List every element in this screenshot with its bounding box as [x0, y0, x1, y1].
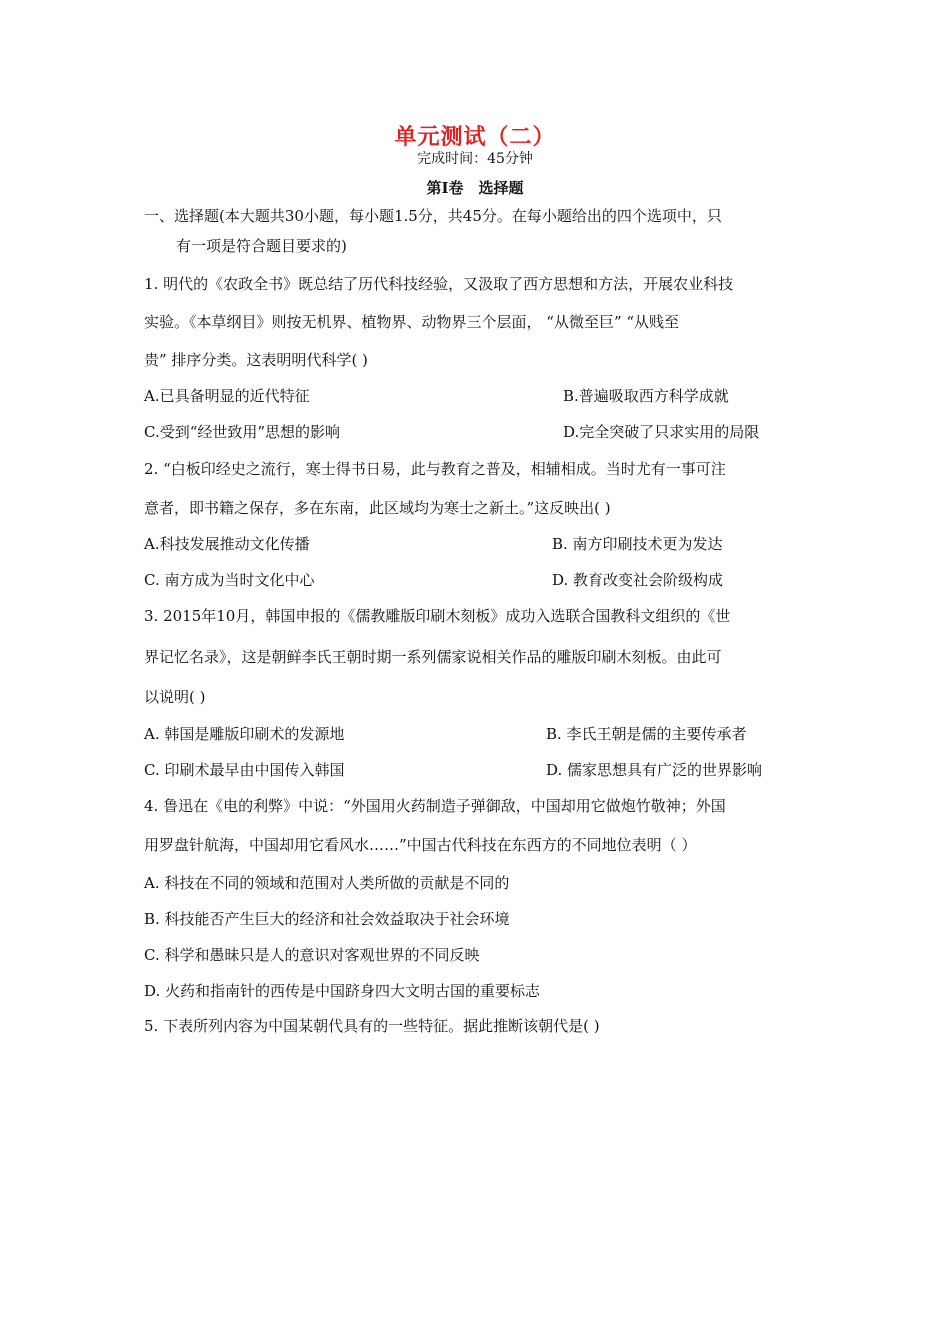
question-stem-line: 4. 鲁迅在《电的利弊》中说：“外国用火药制造子弹御敌，中国却用它做炮竹敬神；外国	[144, 797, 726, 815]
option-d[interactable]: D. 儒家思想具有广泛的世界影响	[546, 761, 763, 779]
option-b[interactable]: B. 科技能否产生巨大的经济和社会效益取决于社会环境	[144, 910, 510, 928]
question-stem-line: 1. 明代的《农政全书》既总结了历代科技经验，又汲取了西方思想和方法，开展农业科技	[144, 275, 734, 293]
option-d[interactable]: D. 火药和指南针的西传是中国跻身四大文明古国的重要标志	[144, 982, 541, 1000]
question-stem-line: 3. 2015年10月，韩国申报的《儒教雕版印刷木刻板》成功入选联合国教科文组织的《世	[144, 607, 731, 625]
option-d[interactable]: D. 教育改变社会阶级构成	[552, 571, 724, 589]
page-title: 单元测试（二）	[394, 124, 556, 150]
option-d[interactable]: D.完全突破了只求实用的局限	[563, 423, 760, 441]
option-a[interactable]: A. 韩国是雕版印刷术的发源地	[144, 725, 345, 743]
question-stem-line: 贵” 排序分类。这表明明代科学( )	[144, 351, 368, 369]
instructions-line-1: 一、选择题(本大题共30小题，每小题1.5分，共45分。在每小题给出的四个选项中，只	[144, 207, 722, 225]
option-c[interactable]: C. 科学和愚昧只是人的意识对客观世界的不同反映	[144, 946, 480, 964]
option-a[interactable]: A.已具备明显的近代特征	[144, 387, 310, 405]
option-b[interactable]: B. 南方印刷技术更为发达	[552, 535, 723, 553]
time-limit: 完成时间：45分钟	[417, 151, 533, 167]
question-stem-line: 5. 下表所列内容为中国某朝代具有的一些特征。据此推断该朝代是( )	[144, 1017, 600, 1035]
option-a[interactable]: A. 科技在不同的领域和范围对人类所做的贡献是不同的	[144, 874, 510, 892]
option-c[interactable]: C. 南方成为当时文化中心	[144, 571, 315, 589]
question-stem-line: 实验。《本草纲目》则按无机界、植物界、动物界三个层面， “从微至巨” “从贱至	[144, 313, 680, 331]
question-stem-line: 以说明( )	[144, 688, 206, 706]
instructions-line-2: 有一项是符合题目要求的)	[176, 237, 347, 255]
question-stem-line: 2. “白板印经史之流行，寒士得书日易，此与教育之普及，相辅相成。当时尤有一事可注	[144, 460, 726, 478]
question-stem-line: 界记忆名录》，这是朝鲜李氏王朝时期一系列儒家说相关作品的雕版印刷木刻板。由此可	[144, 648, 722, 666]
option-b[interactable]: B. 李氏王朝是儒的主要传承者	[546, 725, 747, 743]
section-heading: 第Ⅰ卷 选择题	[426, 179, 524, 197]
option-c[interactable]: C. 印刷术最早由中国传入韩国	[144, 761, 345, 779]
option-c[interactable]: C.受到“经世致用”思想的影响	[144, 423, 341, 441]
option-b[interactable]: B.普遍吸取西方科学成就	[563, 387, 729, 405]
question-stem-line: 用罗盘针航海，中国却用它看风水……”中国古代科技在东西方的不同地位表明（ ）	[144, 836, 697, 854]
question-stem-line: 意者，即书籍之保存，多在东南，此区域均为寒士之新土。”这反映出( )	[144, 499, 611, 517]
option-a[interactable]: A.科技发展推动文化传播	[144, 535, 310, 553]
